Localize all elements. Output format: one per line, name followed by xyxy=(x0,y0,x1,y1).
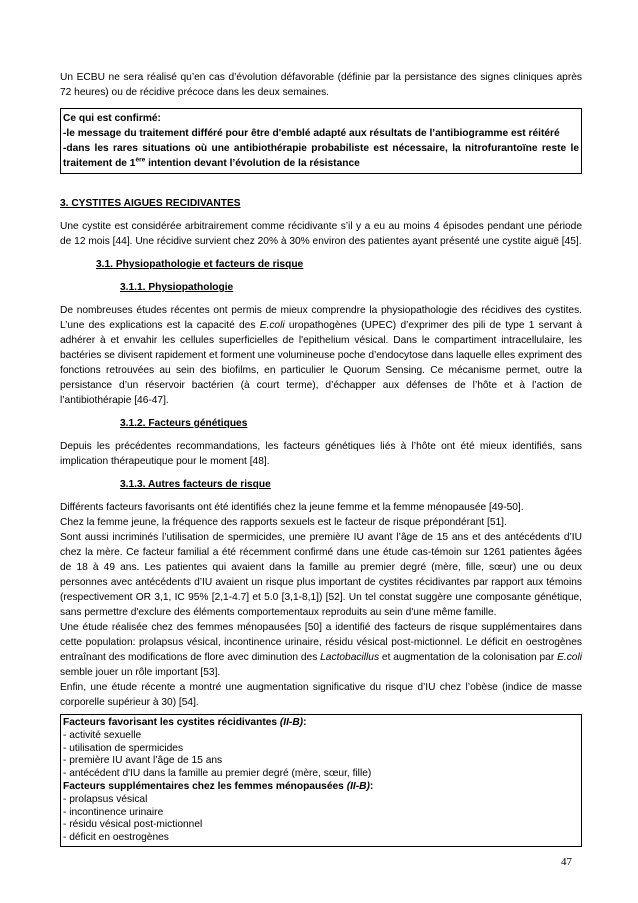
section-3-1-3-p5: Enfin, une étude récente a montré une augmentation significative du risque d’IU chez l’obèse (indice de masse corporelle supérieur à 30) [54]. xyxy=(60,682,582,708)
section-3-1-title: 3.1. Physiopathologie et facteurs de risque xyxy=(96,259,304,270)
confirmed-title: Ce qui est confirmé: xyxy=(63,113,161,124)
section-3-1-1-paragraph: De nombreuses études récentes ont permis de mieux comprendre la physiopathologie des récidives des cystites. L’une des explications est la capacité des E.coli uropathogènes (UPEC) d’exprimer des pili de type 1 servant à adhérer à et envahir les cellules superficielles de l'epithelium vésical. Dans le compartiment intracellulaire, les bactéries se divisent rapidement et forment une volumineuse poche d’endocytose dans laquelle elles expriment des fonctions retrouvées au sein des biofilms, en particulier le Quorum Sensing. Ce mécanisme permet, outre la persistance d’un réservoir bactérien (à court terme), d’échapper aux défenses de l’hôte et à l’action de l’antibiothérapie [46-47]. xyxy=(60,305,582,406)
page-number: 47 xyxy=(561,856,572,868)
section-3-title: 3. CYSTITES AIGUES RECIDIVANTES xyxy=(60,198,241,209)
factors-title-1: Facteurs favorisant les cystites récidivantes (II-B): xyxy=(63,717,307,728)
factor-item: - prolapsus vésical xyxy=(63,793,148,805)
factor-item: - déficit en oestrogènes xyxy=(63,832,169,844)
section-3-1-3-p3: Sont aussi incriminés l’utilisation de spermicides, une première IU avant l’âge de 15 ans et des antécédents d’IU chez la mère. Ce facteur familial a été récemment confirmé dans une étude cas-témoin sur 1261 patientes âgées de 18 à 49 ans. Les patientes qui avaient dans la famille au premier degré (mère, fille, sœur) une ou deux personnes avec antécédents d’IU avaient un risque plus important de cystites récidivantes par rapport aux témoins (respectivement OR 3,1, IC 95% [2,1-4.7] et 5.0 [3,1-8,1]) [52]. Un tel constat suggère une composante génétique, sans permettre d'exclure des éléments comportementaux reproduits au sein d'une même famille. xyxy=(60,532,582,618)
factor-item: - activité sexuelle xyxy=(63,729,142,741)
factor-item: - résidu vésical post-mictionnel xyxy=(63,819,203,831)
document-page xyxy=(60,70,582,847)
section-3-1-3-p4: Une étude réalisée chez des femmes ménopausées [50] a identifié des facteurs de risque supplémentaires dans cette population: prolapsus vésical, incontinence urinaire, résidu vésical post-mictionnel. Le déficit en oestrogènes entraînant des modifications de flore avec diminution des Lactobacillus et augmentation de la colonisation par E.coli semble jouer un rôle important [53]. xyxy=(60,622,582,678)
factors-title-2: Facteurs supplémentaires chez les femmes ménopausées (II-B): xyxy=(63,780,374,792)
confirmed-box xyxy=(60,108,582,174)
section-3-paragraph: Une cystite est considérée arbitrairement comme récidivante s’il y a eu au moins 4 épisodes pendant une période de 12 mois [44]. Une récidive survient chez 20% à 30% environ des patientes ayant présenté une cystite aiguë [45]. xyxy=(60,221,582,247)
confirmed-line-1: -le message du traitement différé pour être d'emblé adapté aux résultats de l’antibiogramme est réitéré xyxy=(63,128,560,139)
section-3-1-2-title: 3.1.2. Facteurs génétiques xyxy=(120,418,248,429)
factor-item: - première IU avant l’âge de 15 ans xyxy=(63,755,223,767)
section-3-1-3-p2: Chez la femme jeune, la fréquence des rapports sexuels est le facteur de risque prépondérant [51]. xyxy=(60,517,507,528)
section-3-1-3-title: 3.1.3. Autres facteurs de risque xyxy=(120,479,271,490)
confirmed-line-2: -dans les rares situations où une antibiothérapie probabiliste est nécessaire, la nitrofurantoïne reste le traitement de 1ère intention devant l’évolution de la résistance xyxy=(63,143,579,169)
factor-item: - antécédent d'IU dans la famille au premier degré (mère, sœur, fille) xyxy=(63,768,372,780)
factors-box xyxy=(60,714,582,847)
intro-paragraph: Un ECBU ne sera réalisé qu’en cas d’évolution défavorable (définie par la persistance des signes cliniques après 72 heures) ou de récidive précoce dans les deux semaines. xyxy=(60,72,582,98)
section-3-1-2-paragraph: Depuis les précédentes recommandations, les facteurs génétiques liés à l’hôte ont été mieux identifiés, sans implication thérapeutique pour le moment [48]. xyxy=(60,441,582,467)
section-3-1-1-title: 3.1.1. Physiopathologie xyxy=(120,282,234,293)
section-3-1-3-p1: Différents facteurs favorisants ont été identifiés chez la jeune femme et la femme ménopausée [49-50]. xyxy=(60,502,524,513)
factor-item: - incontinence urinaire xyxy=(63,806,164,818)
factor-item: - utilisation de spermicides xyxy=(63,742,184,754)
